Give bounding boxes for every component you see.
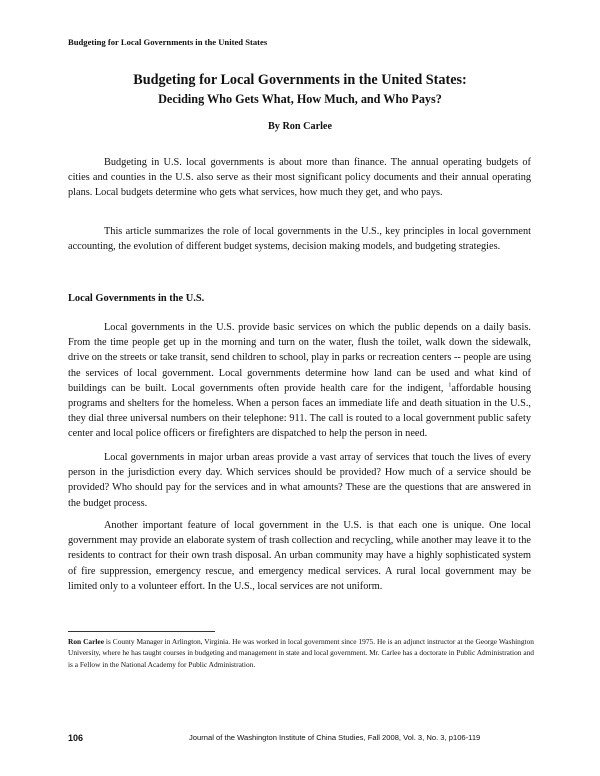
footnote xyxy=(68,636,534,670)
paragraph-text-part-2: affordable housing programs and shelters for the homeless. When a person faces an immediate life and death situation in the U.S., they dial three universal numbers on their telephone: 911. The call is routed to a local government public safety center and local police officers or firefighters are dispatched to help the person in need. xyxy=(68,382,532,440)
article-title: Budgeting for Local Governments in the United States: xyxy=(133,72,467,88)
footnote-marker: 1 xyxy=(448,382,452,389)
article-subtitle: Deciding Who Gets What, How Much, and Who Pays? xyxy=(158,92,442,106)
author-byline: By Ron Carlee xyxy=(268,121,332,132)
page-number: 106 xyxy=(68,733,84,743)
running-head: Budgeting for Local Governments in the United States xyxy=(68,37,268,47)
footnote-rule xyxy=(68,631,215,632)
section-paragraph-2: Local governments in major urban areas provide a vast array of services that touch the lives of every person in the jurisdiction every day. Which services should be provided? How much of a service should be provided? Who should pay for the services and in what amounts? These are the questions that are answered in the budget process. xyxy=(68,452,531,509)
section-paragraph-3: Another important feature of local government in the U.S. is that each one is unique. One local government may provide an elaborate system of trash collection and recycling, while another may leave it to the residents to contract for their own trash disposal. An urban community may have a highly sophisticated system of fire suppression, emergency rescue, and emergency medical services. A rural local government may be limited only to a volunteer effort. In the U.S., local services are not uniform. xyxy=(68,520,531,592)
intro-paragraph-2: This article summarizes the role of local governments in the U.S., key principles in local government accounting, the evolution of different budget systems, decision making models, and budgeting strategies. xyxy=(68,226,531,253)
footnote-author-name: Ron Carlee xyxy=(68,637,104,646)
paragraph-text-part-1: Local governments in the U.S. provide basic services on which the public depends on a daily basis. From the time people get up in the morning and turn on the water, flush the toilet, walk down the sidewalk, drive on the streets or take transit, send children to school, play in parks or recreation centers -- people are using the services of local government. Local governments determine how land can be used and what kind of buildings can be built. Local governments often provide health care for the indigent, xyxy=(68,322,531,394)
intro-paragraph-1: Budgeting in U.S. local governments is about more than finance. The annual operating budgets of cities and counties in the U.S. also serve as their most significant policy documents and their annual operating plans. Local budgets determine who gets what services, how much they get, and who pays. xyxy=(68,157,531,199)
footnote-text: is County Manager in Arlington, Virginia. He was worked in local government since 1975. He is an adjunct instructor at the George Washington University, where he has taught courses in budgeting and management in state and local government. Mr. Carlee has a doctorate in Public Administration and is a Fellow in the National Academy for Public Administration. xyxy=(68,637,534,669)
section-heading: Local Governments in the U.S. xyxy=(68,293,205,304)
journal-citation: Journal of the Washington Institute of China Studies, Fall 2008, Vol. 3, No. 3, p106-119 xyxy=(189,733,481,742)
section-paragraph-1 xyxy=(68,320,531,442)
